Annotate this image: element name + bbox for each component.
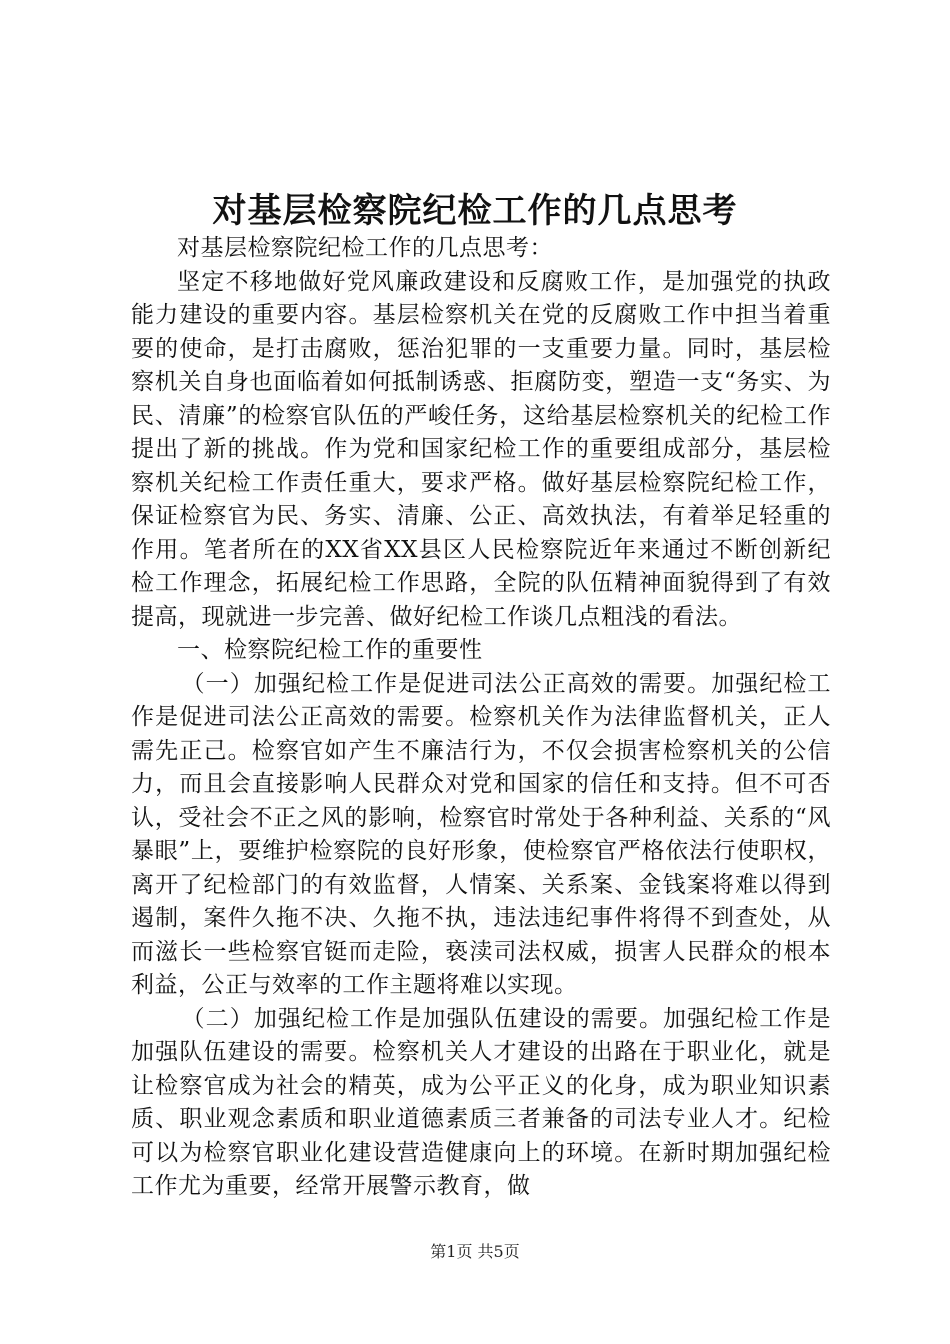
paragraph-intro: 对基层检察院纪检工作的几点思考： [177,235,553,261]
paragraph-subsection-2: （二）加强纪检工作是加强队伍建设的需要。加强纪检工作是加强队伍建设的需要。检察机关人才建设的出路在于职业化，就是让检察官成为社会的精英，成为公平正义的化身，成为职业知识素质、职业观念素质和职业道德素质三者兼备的司法专业人才。纪检可以为检察官职业化建设营造健康向上的环境。在新时期加强纪检工作尤为重要，经常开展警示教育，做 [131,1005,831,1199]
page-footer: 第1页 共5页 [430,1242,520,1261]
document-body [131,232,831,1204]
document-title: 对基层检察院纪检工作的几点思考 [212,191,738,231]
section-heading-importance: 一、检察院纪检工作的重要性 [177,637,483,663]
paragraph-main: 坚定不移地做好党风廉政建设和反腐败工作，是加强党的执政能力建设的重要内容。基层检察机关在党的反腐败工作中担当着重要的使命，是打击腐败，惩治犯罪的一支重要力量。同时，基层检察机关自身也面临着如何抵制诱惑、拒腐防变，塑造一支“务实、为民、清廉”的检察官队伍的严峻任务，这给基层检察机关的纪检工作提出了新的挑战。作为党和国家纪检工作的重要组成部分，基层检察机关纪检工作责任重大，要求严格。做好基层检察院纪检工作，保证检察官为民、务实、清廉、公正、高效执法，有着举足轻重的作用。笔者所在的XX省XX县区人民检察院近年来通过不断创新纪检工作理念，拓展纪检工作思路，全院的队伍精神面貌得到了有效提高，现就进一步完善、做好纪检工作谈几点粗浅的看法。 [131,268,831,630]
paragraph-subsection-1: （一）加强纪检工作是促进司法公正高效的需要。加强纪检工作是促进司法公正高效的需要。检察机关作为法律监督机关，正人需先正己。检察官如产生不廉洁行为，不仅会损害检察机关的公信力，而且会直接影响人民群众对党和国家的信任和支持。但不可否认，受社会不正之风的影响，检察官时常处于各种利益、关系的“风暴眼”上，要维护检察院的良好形象，使检察官严格依法行使职权，离开了纪检部门的有效监督，人情案、关系案、金钱案将难以得到遏制，案件久拖不决、久拖不执，违法违纪事件将得不到查处，从而滋长一些检察官铤而走险，亵渎司法权威，损害人民群众的根本利益，公正与效率的工作主题将难以实现。 [131,670,831,998]
